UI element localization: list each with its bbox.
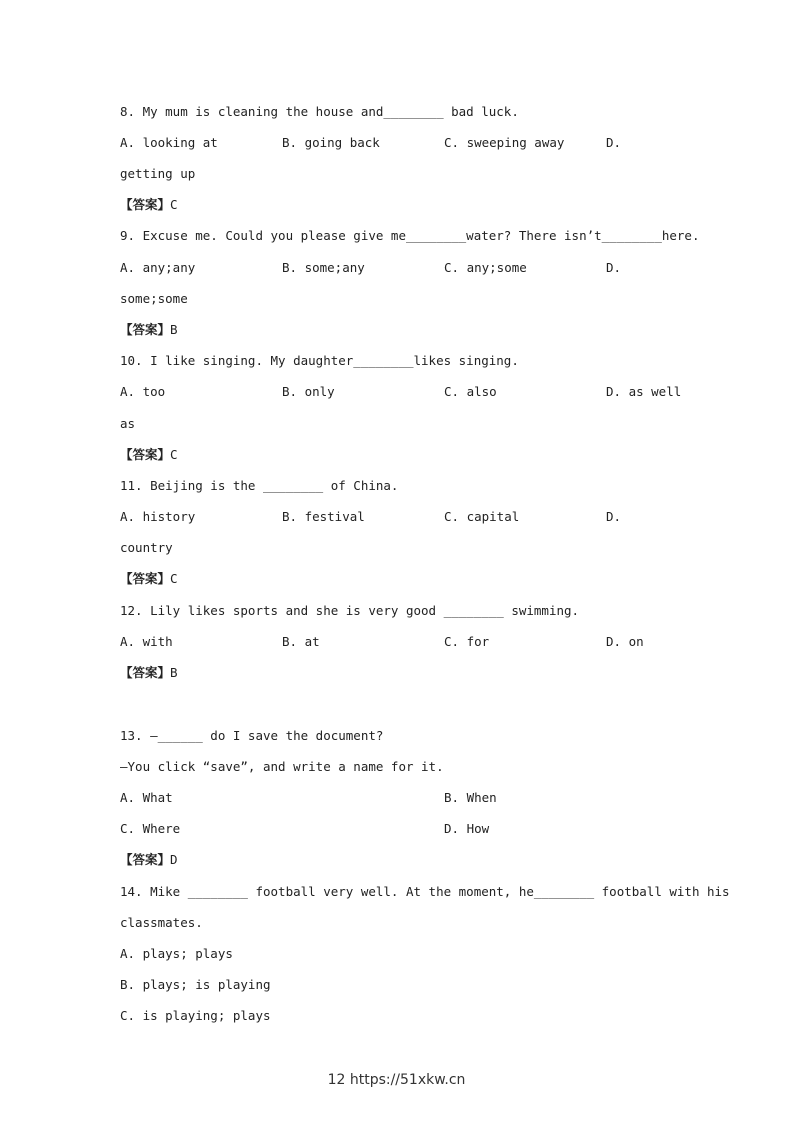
question-8-answer	[120, 197, 178, 213]
question-8-option-c: C. sweeping away	[444, 135, 565, 150]
answer-value: B	[170, 322, 178, 337]
question-13-option-d: D. How	[444, 821, 490, 836]
question-10-stem: 10. I like singing. My daughter________likes singing.	[120, 353, 519, 368]
answer-value: C	[170, 571, 178, 586]
question-13-option-a: A. What	[120, 790, 173, 805]
answer-value: C	[170, 447, 178, 462]
question-9-option-a: A. any;any	[120, 260, 196, 275]
question-12-answer	[120, 665, 178, 681]
answer-value: D	[170, 852, 178, 867]
question-9-option-d: D.	[606, 260, 622, 275]
question-8-option-b: B. going back	[282, 135, 380, 150]
question-11-option-c: C. capital	[444, 509, 520, 524]
question-13-stem-reply: —You click “save”, and write a name for it.	[120, 759, 444, 774]
footer-url[interactable]: https://51xkw.cn	[349, 1072, 466, 1088]
question-14-stem-continued: classmates.	[120, 915, 203, 930]
question-12-option-c: C. for	[444, 634, 490, 649]
question-10-option-a: A. too	[120, 384, 166, 399]
question-11-stem: 11. Beijing is the ________ of China.	[120, 478, 399, 493]
answer-label: 【答案】	[120, 322, 171, 337]
question-9-option-b: B. some;any	[282, 260, 365, 275]
question-8-stem: 8. My mum is cleaning the house and________ bad luck.	[120, 104, 519, 119]
question-10-option-d: D. as well	[606, 384, 682, 399]
question-9-stem: 9. Excuse me. Could you please give me________water? There isn’t________here.	[120, 228, 700, 243]
question-10-answer	[120, 447, 178, 463]
question-9-answer	[120, 322, 178, 338]
answer-label: 【答案】	[120, 197, 171, 212]
question-14-option-b: B. plays; is playing	[120, 977, 271, 992]
question-13-option-b: B. When	[444, 790, 497, 805]
question-9-option-d-wrap: some;some	[120, 291, 188, 306]
answer-label: 【答案】	[120, 852, 171, 867]
question-13-option-c: C. Where	[120, 821, 181, 836]
question-13-stem: 13. —______ do I save the document?	[120, 728, 384, 743]
answer-label: 【答案】	[120, 447, 171, 462]
question-12-option-d: D. on	[606, 634, 644, 649]
answer-label: 【答案】	[120, 571, 171, 586]
page-number: 12	[327, 1072, 346, 1088]
question-11-option-d: D.	[606, 509, 622, 524]
answer-label: 【答案】	[120, 665, 171, 680]
question-14-option-a: A. plays; plays	[120, 946, 233, 961]
answer-value: C	[170, 197, 178, 212]
question-11-answer	[120, 571, 178, 587]
question-12-option-b: B. at	[282, 634, 320, 649]
question-13-answer	[120, 852, 178, 868]
page-footer	[0, 1072, 793, 1088]
question-11-option-a: A. history	[120, 509, 196, 524]
answer-value: B	[170, 665, 178, 680]
question-8-option-d-wrap: getting up	[120, 166, 196, 181]
question-10-option-d-wrap: as	[120, 416, 136, 431]
question-8-option-a: A. looking at	[120, 135, 218, 150]
question-12-option-a: A. with	[120, 634, 173, 649]
question-11-option-b: B. festival	[282, 509, 365, 524]
question-11-option-d-wrap: country	[120, 540, 173, 555]
question-10-option-c: C. also	[444, 384, 497, 399]
question-14-option-c: C. is playing; plays	[120, 1008, 271, 1023]
question-8-option-d: D.	[606, 135, 622, 150]
question-12-stem: 12. Lily likes sports and she is very good ________ swimming.	[120, 603, 580, 618]
question-10-option-b: B. only	[282, 384, 335, 399]
question-9-option-c: C. any;some	[444, 260, 527, 275]
question-14-stem: 14. Mike ________ football very well. At the moment, he________ football with his	[120, 884, 730, 899]
